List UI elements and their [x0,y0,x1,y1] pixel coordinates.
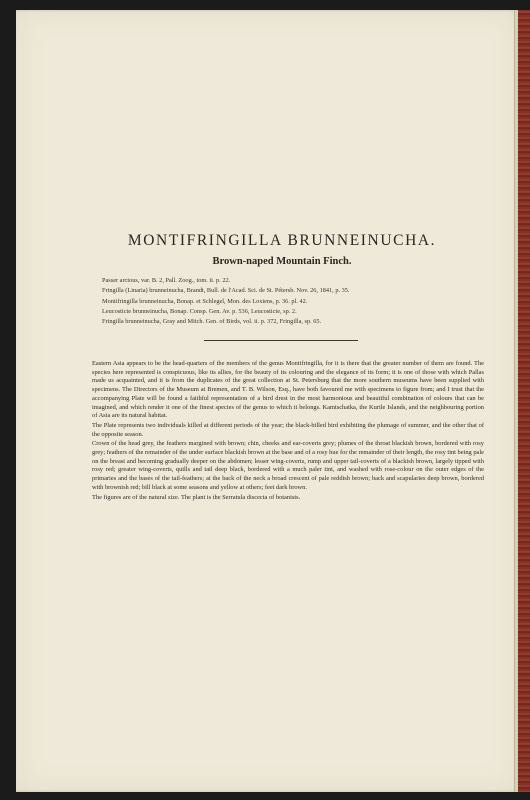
paragraph: The figures are of the natural size. The plant is the Serratula discecta of botanists. [92,493,301,501]
paragraph: The Plate represents two individuals killed at different periods of the year; the black-billed bird exhibiting the plumage of summer, and the other that of the opposite season. [92,421,484,438]
synonym-entry: Leucosticte brunneinucha, Bonap. Consp. Gen. Av. p. 536, Leucosticte, sp. 2. [102,307,297,315]
common-name: Brown-naped Mountain Finch. [212,256,352,267]
book-page [16,10,518,792]
marbled-book-edge [518,10,530,792]
description-text [92,360,484,503]
paragraph: Eastern Asia appears to be the head-quarters of the members of the genus Montifringilla, for it is there that the greater number of them are found. The species here represented is conspicuous, like its allies, for the beauty of its colouring and the elegance of its form; it is one of those with which Pallas made us acquainted, and it is from the duplicates of the great collection at St. Petersburg that the more southern museums have been supplied with specimens. The Directors of the Museum at Bremen, and T. B. Wilson, Esq., have both favoured me with specimens to figure from; and I trust that the accompanying Plate will be found a faithful representation of a bird drest in the most harmonious and beautiful combination of colours that can be imagined, and which render it one of the finest species of the genus to which it belongs. Kamtschatka, the Kurile Islands, and the neighbouring portion of Asia are its natural habitat. [92,360,484,420]
species-title: MONTIFRINGILLA BRUNNEINUCHA. [127,232,437,249]
synonym-entry: Fringilla brunneinucha, Gray and Mitch. Gen. of Birds, vol. ii. p. 372, Fringilla, sp. 65. [102,318,322,326]
section-divider [204,340,358,341]
synonym-entry: Passer arctous, var. B. 2, Pall. Zoog., tom. ii. p. 22. [102,277,231,284]
synonym-entry: Fringilla (Linaria) brunneinucha, Brandt, Bull. de l'Acad. Sci. de St. Pétersb. Nov. 26, 1841, p. 35. [102,287,350,295]
synonym-entry: Montifringilla brunneinucha, Bonap. et Schlegel, Mon. des Loxiens, p. 36. pl. 42. [102,297,308,305]
synonymy-list [102,276,482,327]
paragraph: Crown of the head grey, the feathers margined with brown; chin, cheeks and ear-coverts grey; plumes of the throat blackish brown, bordered with rosy grey; feathers of the remainder of the under surface blackish brown at the base and of a rosy hue for the remainder of their length, the rosy tint being pale on the breast and becoming gradually deeper on the abdomen; lesser wing-coverts, rump and upper tail-coverts of a blackish brown, largely tipped with rosy red; greater wing-coverts, quills and tail deep black, bordered with a much paler tint, and washed with rose-colour on the outer edges of the primaries and the bases of the tail-feathers; at the back of the neck a broad crescent of pale reddish brown; back and scapularies deep brown, bordered with brownish red; bill black at some seasons and yellow at others; feet dark brown. [92,440,484,491]
